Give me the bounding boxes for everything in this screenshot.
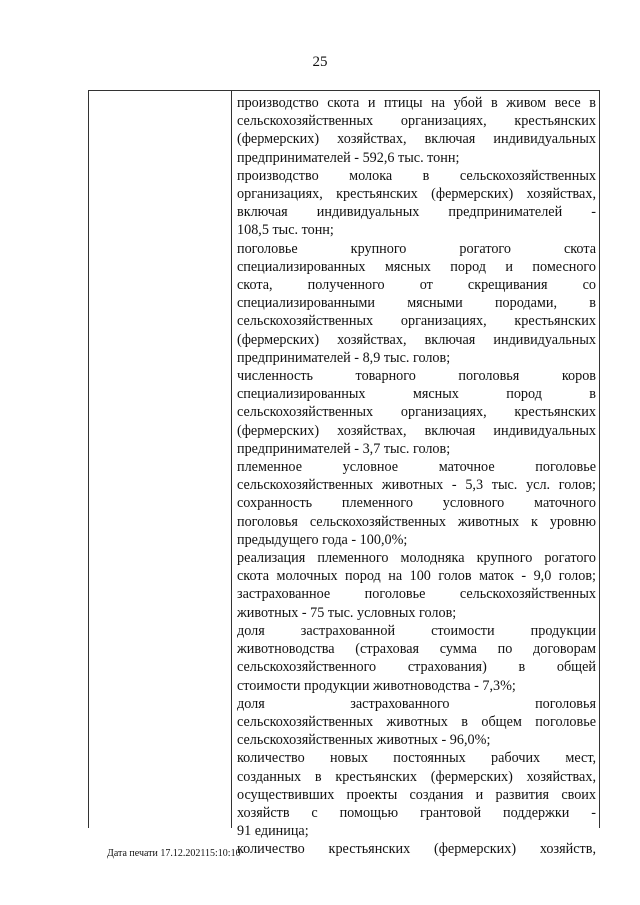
page-number: 25 [312, 54, 328, 70]
text-line: стоимости продукции животноводства - 7,3%; [237, 677, 516, 694]
text-line: животных - 75 тыс. условных голов; [237, 604, 457, 621]
text-line: сельскохозяйственных животных - 5,3 тыс. усл. голов; [237, 477, 596, 494]
text-line: сохранность племенного условного маточного [237, 495, 596, 512]
text-line: сельскохозяйственных животных в общем поголовье [237, 713, 596, 730]
text-line: специализированными мясными породами, в [237, 295, 596, 312]
text-line: племенное условное маточное поголовье [237, 459, 596, 476]
text-line: производство молока в сельскохозяйственных [237, 167, 596, 184]
text-line: включая индивидуальных предпринимателей - [237, 204, 596, 221]
text-line: количество крестьянских (фермерских) хозяйств, [237, 841, 596, 858]
text-line: специализированных мясных пород и помесного [237, 258, 596, 275]
text-line: застрахованное поголовье сельскохозяйственных [237, 586, 596, 603]
text-line: сельскохозяйственных животных - 96,0%; [237, 732, 491, 749]
text-line: (фермерских) хозяйствах, включая индивидуальных [237, 422, 596, 439]
text-line: поголовья сельскохозяйственных животных к уровню [237, 513, 596, 530]
text-line: численность товарного поголовья коров [237, 368, 596, 385]
text-line: животноводства (страховая сумма по договорам [237, 641, 596, 658]
text-line: производство скота и птицы на убой в живом весе в [237, 95, 596, 111]
text-line: количество новых постоянных рабочих мест, [237, 750, 596, 767]
text-line: предпринимателей - 8,9 тыс. голов; [237, 349, 451, 366]
text-line: 91 единица; [237, 823, 309, 840]
text-line: организациях, крестьянских (фермерских) хозяйствах, [237, 186, 596, 203]
text-line: доля застрахованного поголовья [237, 695, 596, 712]
text-line: специализированных мясных пород в [237, 386, 596, 403]
table-left-column [89, 91, 232, 828]
text-line: осуществивших проекты создания и развития своих [237, 786, 596, 803]
text-line: реализация племенного молодняка крупного рогатого [237, 550, 596, 567]
table-right-column [232, 91, 599, 859]
print-date-footer: Дата печати 17.12.202115:10:10 [107, 848, 241, 859]
text-line: хозяйств с помощью грантовой поддержки - [237, 804, 596, 821]
text-line: сельскохозяйственных организациях, крестьянских [237, 113, 596, 130]
text-line: 108,5 тыс. тонн; [237, 222, 334, 239]
text-line: предпринимателей - 3,7 тыс. голов; [237, 440, 451, 457]
text-line: сельскохозяйственного страхования) в общей [237, 659, 596, 676]
text-line: сельскохозяйственных организациях, крестьянских [237, 313, 596, 330]
text-line: поголовье крупного рогатого скота [237, 240, 596, 257]
text-line: предыдущего года - 100,0%; [237, 531, 408, 548]
text-line: доля застрахованной стоимости продукции [237, 622, 596, 639]
text-line: сельскохозяйственных организациях, крестьянских [237, 404, 596, 421]
text-line: (фермерских) хозяйствах, включая индивидуальных [237, 331, 596, 348]
text-line: скота, полученного от скрещивания со [237, 277, 596, 294]
text-line: (фермерских) хозяйствах, включая индивидуальных [237, 131, 596, 148]
text-line: скота молочных пород на 100 голов маток - 9,0 голов; [237, 568, 596, 585]
text-line: предпринимателей - 592,6 тыс. тонн; [237, 149, 460, 166]
text-line: созданных в крестьянских (фермерских) хозяйствах, [237, 768, 596, 785]
